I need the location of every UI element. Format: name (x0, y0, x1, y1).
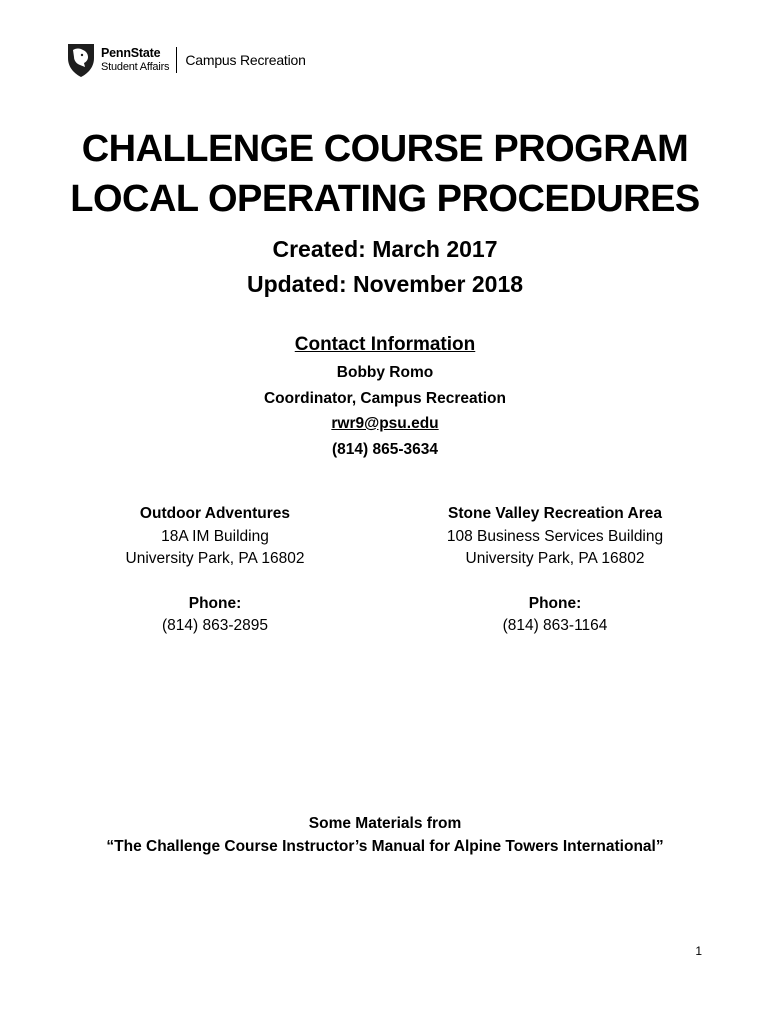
nittany-lion-shield-icon (66, 42, 96, 78)
location-name: Stone Valley Recreation Area (448, 505, 662, 522)
location-phone-label: Phone: (528, 594, 582, 612)
location-address-line-1: 18A IM Building (161, 527, 269, 545)
location-phone: (814) 863-2895 (162, 617, 268, 634)
location-name: Outdoor Adventures (139, 505, 291, 522)
contact-name: Bobby Romo (336, 364, 434, 381)
updated-date: Updated: November 2018 (246, 271, 524, 297)
department-name: Campus Recreation (185, 52, 306, 68)
materials-line-1: Some Materials from (308, 815, 462, 832)
location-stone-valley (425, 503, 685, 638)
header-divider (176, 47, 177, 73)
location-address-line-2: University Park, PA 16802 (465, 550, 645, 567)
contact-email-link[interactable]: rwr9@psu.edu (331, 415, 439, 432)
document-dates (0, 232, 770, 302)
contact-phone: (814) 865-3634 (332, 440, 438, 458)
location-phone-label: Phone: (188, 594, 242, 612)
location-address-line-1: 108 Business Services Building (446, 527, 664, 545)
created-date: Created: March 2017 (272, 236, 498, 262)
brand-sub: Student Affairs (101, 60, 170, 73)
materials-credit (0, 812, 770, 858)
page-number: 1 (695, 944, 702, 958)
location-outdoor-adventures (104, 503, 326, 638)
contact-heading: Contact Information (294, 334, 476, 355)
location-address-line-2: University Park, PA 16802 (125, 550, 305, 567)
location-phone: (814) 863-1164 (502, 617, 608, 634)
document-title (0, 124, 770, 224)
materials-line-2: “The Challenge Course Instructor’s Manual for Alpine Towers International” (106, 838, 664, 855)
title-line-2: LOCAL OPERATING PROCEDURES (70, 178, 700, 220)
contact-role: Coordinator, Campus Recreation (263, 389, 506, 407)
brand-name: PennState (101, 46, 161, 61)
brand-wordmark (101, 47, 169, 73)
contact-information (0, 330, 770, 462)
page-header (66, 40, 306, 80)
title-line-1: CHALLENGE COURSE PROGRAM (81, 128, 689, 170)
